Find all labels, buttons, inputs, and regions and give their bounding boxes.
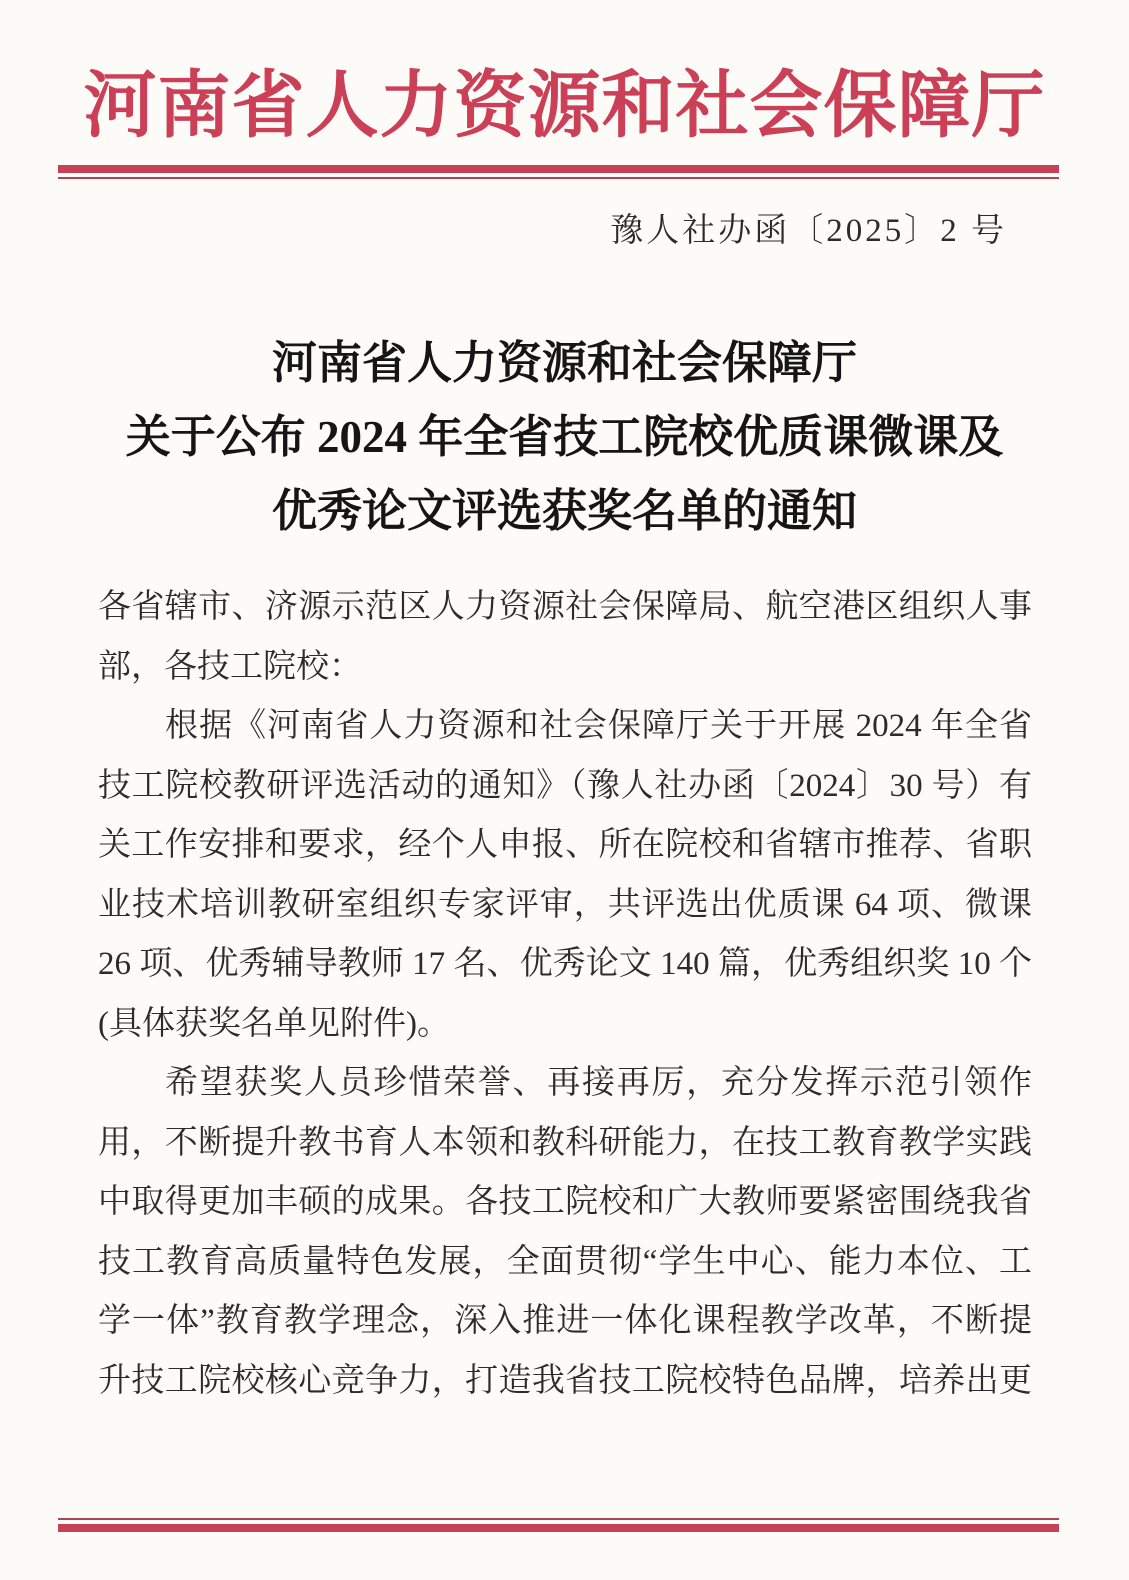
- body-line: 希望获奖人员珍惜荣誉、再接再厉，充分发挥示范引领作: [165, 1065, 1032, 1101]
- body-line: 部，各技工院校：: [98, 648, 362, 685]
- footer-rule-thick-bar: [58, 1524, 1059, 1532]
- document-body: [98, 578, 1032, 1411]
- body-line: 升技工院校核心竞争力，打造我省技工院校特色品牌，培养出更: [98, 1362, 1032, 1399]
- body-line: 各省辖市、济源示范区人力资源社会保障局、航空港区组织人事: [98, 589, 1032, 625]
- notice-title: [0, 326, 1129, 548]
- body-line: 学一体”教育教学理念，深入推进一体化课程教学改革，不断提: [98, 1303, 1032, 1339]
- notice-title-line: 河南省人力资源和社会保障厅: [271, 338, 857, 388]
- header-rule: [58, 165, 1059, 179]
- header-rule-thick-bar: [58, 165, 1059, 173]
- notice-title-line: 关于公布 2024 年全省技工院校优质课微课及: [125, 412, 1004, 462]
- body-line: 根据《河南省人力资源和社会保障厅关于开展 2024 年全省: [165, 708, 1032, 744]
- body-line: 26 项、优秀辅导教师 17 名、优秀论文 140 篇，优秀组织奖 10 个: [98, 946, 1032, 982]
- letterhead-org-title: 河南省人力资源和社会保障厅: [83, 65, 1046, 146]
- document-number: 豫人社办函〔2025〕2 号: [610, 213, 1007, 249]
- footer-rule: [58, 1518, 1059, 1532]
- body-line: 技工院校教研评选活动的通知》（豫人社办函〔2024〕30 号）有: [98, 767, 1032, 804]
- header-rule-thin-bar: [58, 177, 1059, 179]
- body-line: 用，不断提升教书育人本领和教科研能力，在技工教育教学实践: [98, 1124, 1032, 1161]
- body-line: 中取得更加丰硕的成果。各技工院校和广大教师要紧密围绕我省: [98, 1184, 1032, 1220]
- body-line: (具体获奖名单见附件)。: [98, 1005, 450, 1042]
- body-line: 关工作安排和要求，经个人申报、所在院校和省辖市推荐、省职: [98, 827, 1032, 863]
- footer-rule-thin-bar: [58, 1518, 1059, 1520]
- body-line: 业技术培训教研室组织专家评审，共评选出优质课 64 项、微课: [98, 886, 1032, 923]
- body-line: 技工教育高质量特色发展，全面贯彻“学生中心、能力本位、工: [98, 1243, 1032, 1280]
- notice-title-line: 优秀论文评选获奖名单的通知: [271, 486, 857, 536]
